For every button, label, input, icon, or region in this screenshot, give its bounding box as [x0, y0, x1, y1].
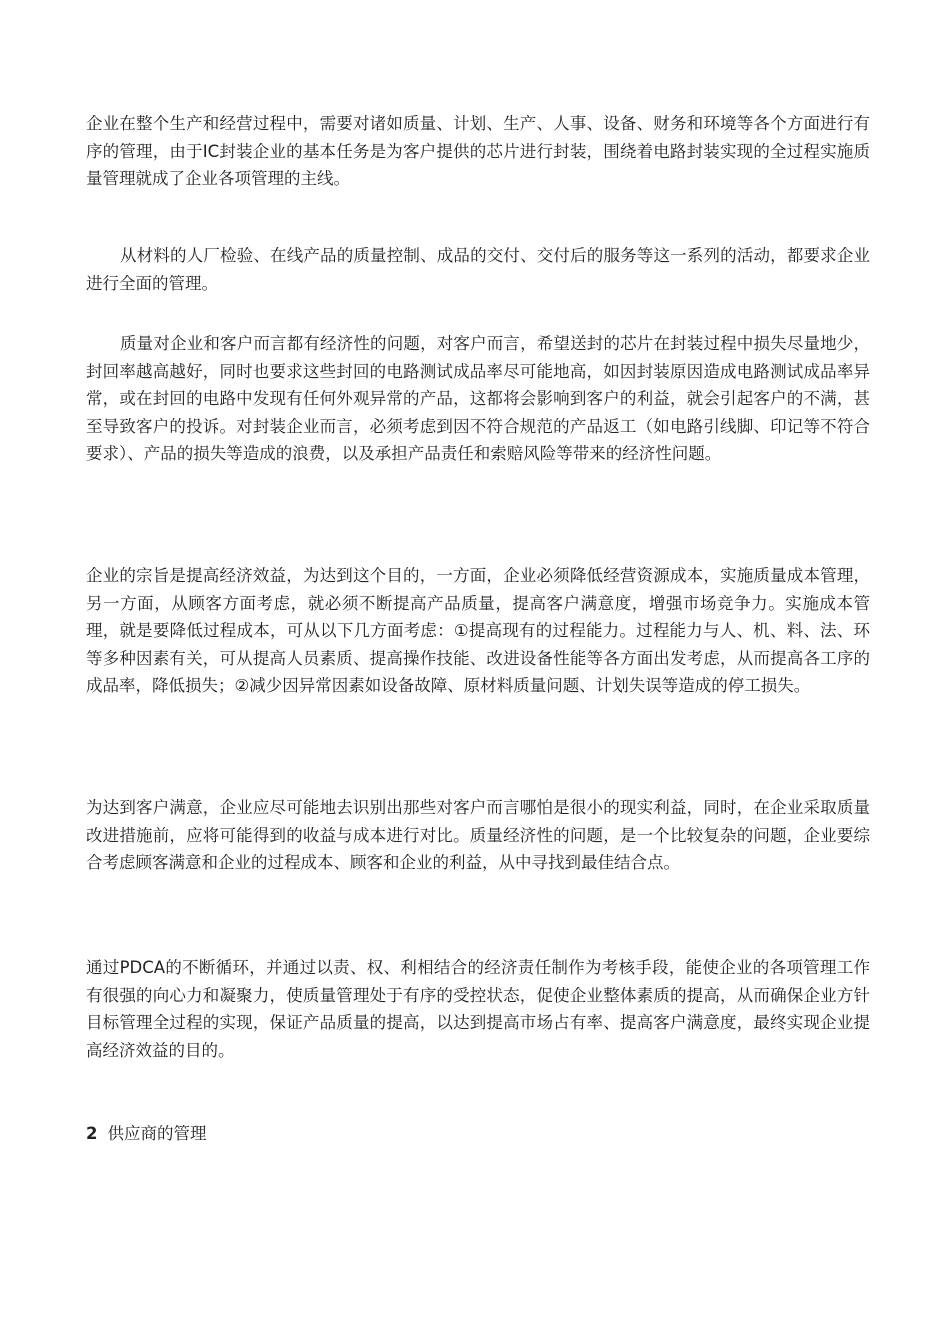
paragraph-quality-economics: 质量对企业和客户而言都有经济性的问题，对客户而言，希望送封的芯片在封装过程中损失尽量地少，封回率越高越好，同时也要求这些封回的电路测试成品率尽可能地高，如因封装原因造成电路测试成品率异常，或在封回的电路中发现有任何外观异常的产品，这都将会影响到客户的利益，就会引起客户的不满，甚至导致客户的投诉。对封装企业而言，必须考虑到因不符合规范的产品返工（如电路引线脚、印记等不符合要求）、产品的损失等造成的浪费，以及承担产品责任和索赔风险等带来的经济性问题。	[86, 334, 870, 464]
paragraph-pdca-cycle: 通过PDCA的不断循环，并通过以责、权、利相结合的经济责任制作为考核手段，能使企业的各项管理工作有很强的向心力和凝聚力，使质量管理处于有序的受控状态，促使企业整体素质的提高，从而确保企业方针目标管理全过程的实现，保证产品质量的提高，以达到提高市场占有率、提高客户满意度，最终实现企业提高经济效益的目的。	[86, 958, 870, 1060]
section-heading	[86, 1120, 206, 1147]
paragraph-enterprise-purpose: 企业的宗旨是提高经济效益，为达到这个目的，一方面，企业必须降低经营资源成本，实施质量成本管理，另一方面，从顾客方面考虑，就必须不断提高产品质量，提高客户满意度，增强市场竞争力。实施成本管理，就是要降低过程成本，可从以下几方面考虑：①提高现有的过程能力。过程能力与人、机、料、法、环等多种因素有关，可从提高人员素质、提高操作技能、改进设备性能等各方面出发考虑，从而提高各工序的成品率，降低损失；②减少因异常因素如设备故障、原材料质量问题、计划失误等造成的停工损失。	[86, 566, 870, 696]
paragraph-customer-satisfaction: 为达到客户满意，企业应尽可能地去识别出那些对客户而言哪怕是很小的现实利益，同时，在企业采取质量改进措施前，应将可能得到的收益与成本进行对比。质量经济性的问题，是一个比较复杂的问题，企业要综合考虑顾客满意和企业的过程成本、顾客和企业的利益，从中寻找到最佳结合点。	[86, 798, 870, 873]
section-number: 2	[86, 1124, 98, 1143]
section-title: 供应商的管理	[107, 1124, 207, 1143]
paragraph-material-inspection: 从材料的人厂检验、在线产品的质量控制、成品的交付、交付后的服务等这一系列的活动，都要求企业进行全面的管理。	[86, 246, 870, 293]
paragraph-production-management: 企业在整个生产和经营过程中，需要对诸如质量、计划、生产、人事、设备、财务和环境等各个方面进行有序的管理，由于IC封装企业的基本任务是为客户提供的芯片进行封装，围绕着电路封装实现的全过程实施质量管理就成了企业各项管理的主线。	[86, 114, 870, 189]
